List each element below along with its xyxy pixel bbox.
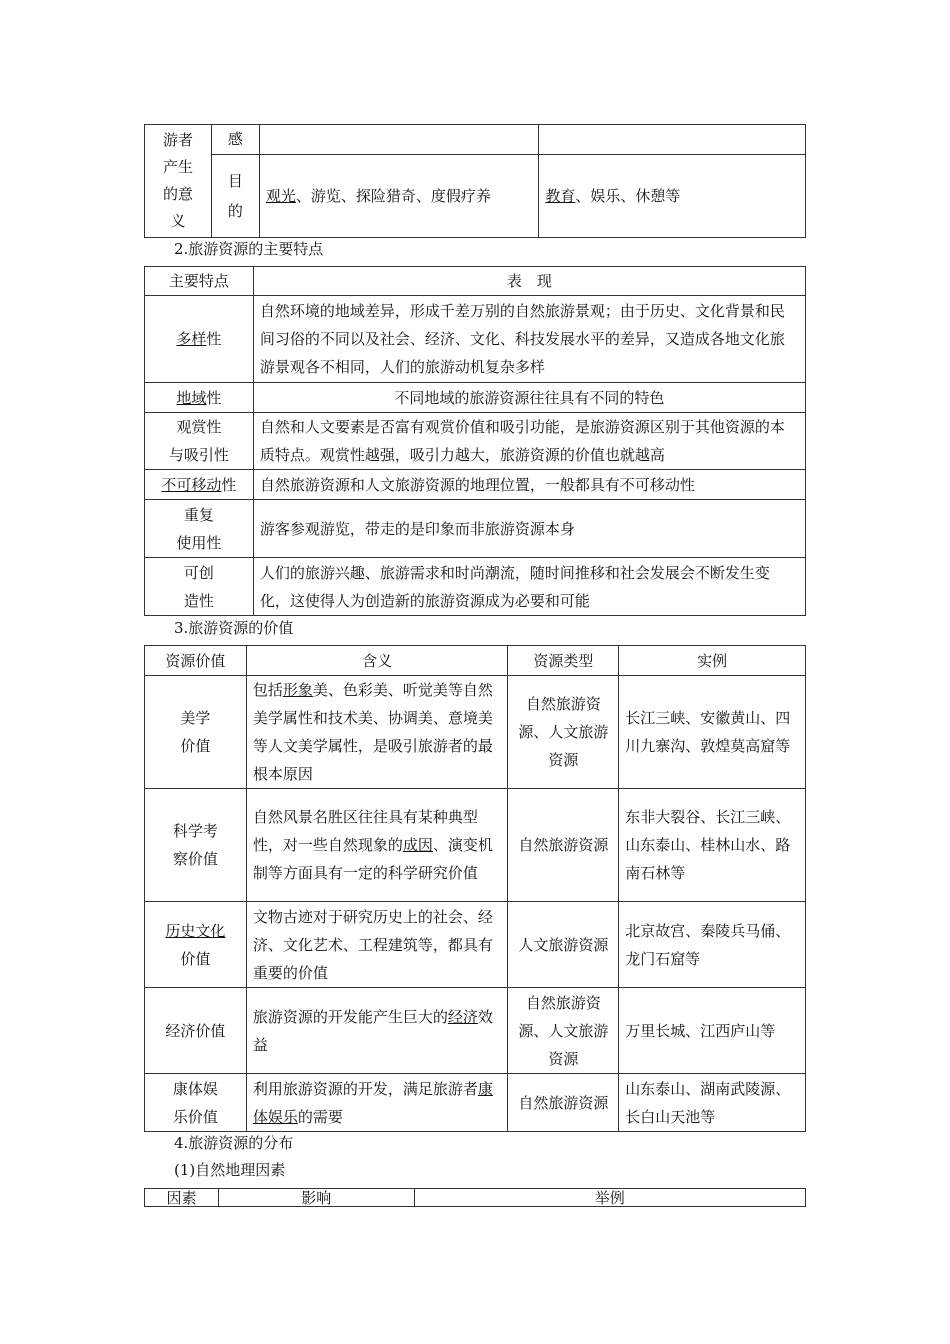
header-type: 资源类型: [508, 646, 619, 676]
nature-purpose-cell: 观光、游览、探险猎奇、度假疗养: [259, 155, 539, 238]
type-economic: 自然旅游资源、人文旅游资源: [508, 988, 619, 1074]
culture-feeling-cell: [539, 125, 806, 155]
feature-reusable: 重复 使用性: [145, 500, 254, 558]
meaning-science: 自然风景名胜区往往具有某种典型性，对一些自然现象的成因、演变机制等方面具有一定的科学研究价值: [246, 789, 508, 902]
nature-feeling-cell: [259, 125, 539, 155]
gan-label: 感: [211, 125, 259, 155]
culture-purpose-cell: 教育、娱乐、休憩等: [539, 155, 806, 238]
value-science: 科学考 察价值: [145, 789, 247, 902]
purpose-table: [144, 124, 806, 238]
example-economic: 万里长城、江西庐山等: [619, 988, 806, 1074]
header-value: 资源价值: [145, 646, 247, 676]
header-example: 实例: [619, 646, 806, 676]
value-aesthetic: 美学 价值: [145, 676, 247, 789]
example-science: 东非大裂谷、长江三峡、山东泰山、桂林山水、路南石林等: [619, 789, 806, 902]
feature-attractive: 观赏性 与吸引性: [145, 413, 254, 470]
header-factor: 因素: [145, 1189, 219, 1207]
meaning-recreation: 利用旅游资源的开发，满足旅游者康体娱乐的需要: [246, 1074, 508, 1132]
feature-regional: 地域性: [145, 383, 254, 413]
desc-reusable: 游客参观游览，带走的是印象而非旅游资源本身: [253, 500, 805, 558]
header-desc: 表 现: [253, 267, 805, 296]
value-table: [144, 645, 806, 1132]
section-2-title: 2.旅游资源的主要特点: [174, 240, 324, 258]
example-aesthetic: 长江三峡、安徽黄山、四川九寨沟、敦煌莫高窟等: [619, 676, 806, 789]
feature-diversity: 多样性: [145, 296, 254, 383]
type-science: 自然旅游资源: [508, 789, 619, 902]
type-aesthetic: 自然旅游资源、人文旅游资源: [508, 676, 619, 789]
type-recreation: 自然旅游资源: [508, 1074, 619, 1132]
meaning-aesthetic: 包括形象美、色彩美、听觉美等自然美学属性和技术美、协调美、意境美等人文美学属性，是吸引旅游者的最根本原因: [246, 676, 508, 789]
mu-label: 目 的: [211, 155, 259, 238]
feature-immovable: 不可移动性: [145, 470, 254, 500]
desc-immovable: 自然旅游资源和人文旅游资源的地理位置，一般都具有不可移动性: [253, 470, 805, 500]
value-economic: 经济价值: [145, 988, 247, 1074]
header-meaning: 含义: [246, 646, 508, 676]
example-history: 北京故宫、秦陵兵马俑、龙门石窟等: [619, 902, 806, 988]
value-recreation: 康体娱 乐价值: [145, 1074, 247, 1132]
type-history: 人文旅游资源: [508, 902, 619, 988]
section-4-title: 4.旅游资源的分布: [174, 1134, 294, 1152]
header-influence: 影响: [218, 1189, 414, 1207]
distribution-table: [144, 1188, 806, 1207]
desc-creatable: 人们的旅游兴趣、旅游需求和时尚潮流，随时间推移和社会发展会不断发生变化，这使得人为创造新的旅游资源成为必要和可能: [253, 558, 805, 616]
header-dist-example: 举例: [414, 1189, 805, 1207]
section-3-title: 3.旅游资源的价值: [174, 619, 294, 637]
desc-attractive: 自然和人文要素是否富有观赏价值和吸引功能，是旅游资源区别于其他资源的本质特点。观赏性越强，吸引力越大，旅游资源的价值也就越高: [253, 413, 805, 470]
value-history: 历史文化 价值: [145, 902, 247, 988]
features-table: [144, 266, 806, 616]
desc-regional: 不同地域的旅游资源往往具有不同的特色: [253, 383, 805, 413]
desc-diversity: 自然环境的地域差异，形成千差万别的自然旅游景观；由于历史、文化背景和民间习俗的不同以及社会、经济、文化、科技发展水平的差异，又造成各地文化旅游景观各不相同，人们的旅游动机复杂多样: [253, 296, 805, 383]
example-recreation: 山东泰山、湖南武陵源、长白山天池等: [619, 1074, 806, 1132]
section-4-subtitle: (1)自然地理因素: [174, 1161, 286, 1179]
meaning-history: 文物古迹对于研究历史上的社会、经济、文化艺术、工程建筑等，都具有重要的价值: [246, 902, 508, 988]
meaning-economic: 旅游资源的开发能产生巨大的经济效益: [246, 988, 508, 1074]
header-feature: 主要特点: [145, 267, 254, 296]
feature-creatable: 可创 造性: [145, 558, 254, 616]
tourist-meaning-label: 游者 产生 的意 义: [145, 125, 212, 238]
